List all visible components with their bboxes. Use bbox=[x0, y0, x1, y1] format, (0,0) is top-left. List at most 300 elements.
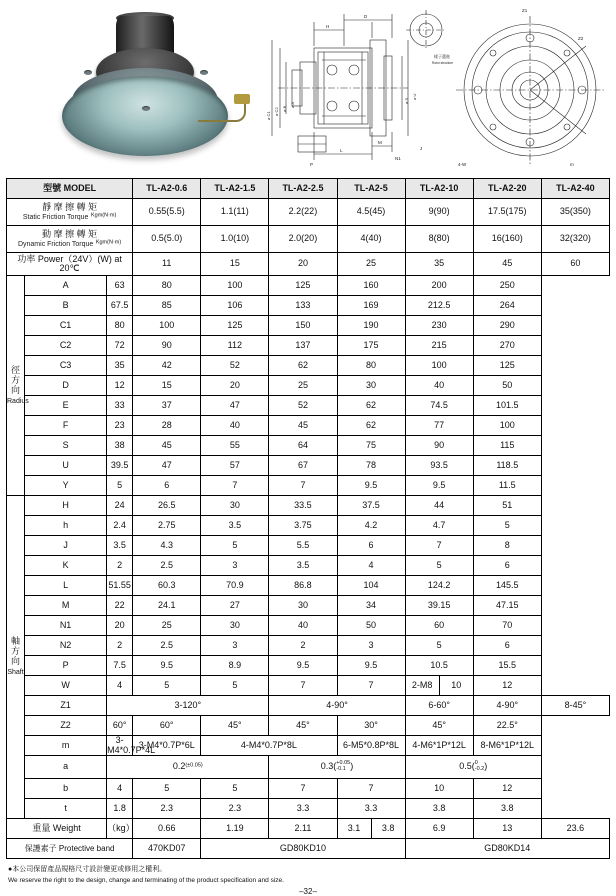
cell: 52 bbox=[201, 356, 269, 376]
header-model-0: TL-A2-0.6 bbox=[133, 179, 201, 199]
cell: 2.75 bbox=[133, 516, 201, 536]
cell: 200 bbox=[405, 276, 473, 296]
cell: 3.8 bbox=[405, 799, 473, 819]
cell: 39.5 bbox=[107, 456, 133, 476]
header-model-1: TL-A2-1.5 bbox=[201, 179, 269, 199]
svg-text:樣子選進: 樣子選進 bbox=[434, 54, 450, 59]
cell: 12 bbox=[473, 779, 541, 799]
dim-label: N2 bbox=[25, 636, 107, 656]
dim-label: b bbox=[25, 779, 107, 799]
cell-weight-4: 3.8 bbox=[381, 822, 395, 833]
cell: 125 bbox=[269, 276, 337, 296]
cell: 62 bbox=[269, 356, 337, 376]
cell: 47.15 bbox=[473, 596, 541, 616]
svg-text:ø C1: ø C1 bbox=[266, 111, 271, 120]
photo-bolt bbox=[200, 70, 208, 75]
static-torque-unit: Kgm(N·m) bbox=[90, 212, 117, 219]
cell: 5 bbox=[201, 536, 269, 556]
cell: 6.9 bbox=[405, 819, 473, 839]
row-label-power: 功率 Power（24V）(W) at 20℃ bbox=[7, 253, 133, 276]
cell: 37 bbox=[133, 396, 201, 416]
cell: 150 bbox=[269, 316, 337, 336]
cell: 2.5 bbox=[133, 636, 201, 656]
dim-label: D bbox=[25, 376, 107, 396]
dim-label: W bbox=[25, 676, 107, 696]
cell: 44 bbox=[405, 496, 473, 516]
table-row-dim-C1 bbox=[7, 316, 610, 336]
cell: 20 bbox=[107, 616, 133, 636]
cell: 1.8 bbox=[107, 799, 133, 819]
header-model-6: TL-A2-40 bbox=[541, 179, 609, 199]
cell: 2.0(20) bbox=[269, 226, 337, 253]
cell: 160 bbox=[337, 276, 405, 296]
dim-label: Z2 bbox=[25, 716, 107, 736]
cell: 10.5 bbox=[405, 656, 473, 676]
cell-z2-6: 22.5° bbox=[473, 716, 541, 736]
shaft-en: Shaft bbox=[7, 669, 24, 677]
cell: 45 bbox=[269, 416, 337, 436]
dim-label: h bbox=[25, 516, 107, 536]
svg-text:4-W: 4-W bbox=[458, 162, 467, 167]
cell: 175 bbox=[337, 336, 405, 356]
table-row-dim-t bbox=[7, 799, 610, 819]
cell: 8.9 bbox=[201, 656, 269, 676]
cell: 6 bbox=[337, 536, 405, 556]
cell: 1.1(11) bbox=[201, 199, 269, 226]
cell: 115 bbox=[473, 436, 541, 456]
cell: 125 bbox=[473, 356, 541, 376]
cell: 2.5 bbox=[133, 556, 201, 576]
cell: 38 bbox=[107, 436, 133, 456]
group-label-shaft bbox=[7, 496, 25, 819]
product-photo bbox=[44, 10, 244, 170]
dim-label: C1 bbox=[25, 316, 107, 336]
cell: 104 bbox=[337, 576, 405, 596]
dim-label: L bbox=[25, 576, 107, 596]
dim-label: M bbox=[25, 596, 107, 616]
cell: 4(40) bbox=[337, 226, 405, 253]
cell: 93.5 bbox=[405, 456, 473, 476]
face-view-drawing bbox=[452, 0, 612, 176]
dim-label: A bbox=[25, 276, 107, 296]
cell: 67 bbox=[269, 456, 337, 476]
footer-note-en: We reserve the right to the design, change and terminating of the product specification and size. bbox=[8, 876, 284, 884]
cell-a-0-tol: (±0.05) bbox=[185, 763, 203, 770]
cell: 4.2 bbox=[337, 516, 405, 536]
photo-lead-wire bbox=[198, 102, 246, 122]
cell: 33.5 bbox=[269, 496, 337, 516]
cell: 16(160) bbox=[473, 226, 541, 253]
cell: 15 bbox=[133, 376, 201, 396]
dim-label: K bbox=[25, 556, 107, 576]
cell: 2 bbox=[269, 636, 337, 656]
table-row-dim-a bbox=[7, 756, 610, 779]
svg-text:H: H bbox=[326, 24, 330, 29]
weight-label: 重量 Weight bbox=[32, 822, 81, 833]
cell: 7.5 bbox=[107, 656, 133, 676]
svg-text:Z1: Z1 bbox=[522, 8, 528, 13]
svg-text:ø A: ø A bbox=[290, 101, 295, 108]
cell: 60.3 bbox=[133, 576, 201, 596]
cell: 50 bbox=[473, 376, 541, 396]
cell-a-1-tol-dn: -0.1 bbox=[336, 766, 346, 772]
cell: 62 bbox=[337, 396, 405, 416]
cell: 33 bbox=[107, 396, 133, 416]
cell-a-1-value: 0.3 bbox=[320, 761, 334, 772]
cell-a-2-value: 0.5 bbox=[459, 761, 472, 772]
cell: 51 bbox=[473, 496, 541, 516]
svg-text:D: D bbox=[364, 14, 368, 19]
cell-protective-0: 470KD07 bbox=[133, 839, 201, 859]
footer bbox=[8, 865, 608, 885]
cell: 9.5 bbox=[269, 656, 337, 676]
cell-m-2: 4-M4*0.7P*8L bbox=[201, 736, 337, 756]
cell: 4 bbox=[337, 556, 405, 576]
photo-bolt bbox=[84, 70, 92, 75]
table-row-dim-C3 bbox=[7, 356, 610, 376]
cell: 50 bbox=[337, 616, 405, 636]
cell: 250 bbox=[473, 276, 541, 296]
cell: 42 bbox=[133, 356, 201, 376]
cell: 169 bbox=[337, 296, 405, 316]
table-row-dim-D bbox=[7, 376, 610, 396]
cell: 4.7 bbox=[405, 516, 473, 536]
cell: 51.55 bbox=[107, 576, 133, 596]
cell: 3.5 bbox=[201, 516, 269, 536]
specification-table bbox=[6, 178, 610, 859]
cell-z1-3: 4-90° bbox=[473, 696, 541, 716]
cell: 30 bbox=[201, 496, 269, 516]
dim-label: Y bbox=[25, 476, 107, 496]
cell: 34 bbox=[337, 596, 405, 616]
cell-a-2-tol-up: 0 bbox=[474, 760, 478, 767]
cell: 7 bbox=[269, 476, 337, 496]
cell: 5 bbox=[107, 476, 133, 496]
table-row-dim-U bbox=[7, 456, 610, 476]
cell: 25 bbox=[133, 616, 201, 636]
cell: 12 bbox=[473, 676, 541, 696]
cell: 5.5 bbox=[269, 536, 337, 556]
cell: 7 bbox=[201, 476, 269, 496]
cell: 70.9 bbox=[201, 576, 269, 596]
photo-connector bbox=[234, 94, 250, 104]
cell: 3 bbox=[201, 636, 269, 656]
cell: 230 bbox=[405, 316, 473, 336]
cell-protective-2: GD80KD14 bbox=[405, 839, 609, 859]
table-row-static-torque bbox=[7, 199, 610, 226]
cell-m-0: 3-M4*0.7P*4L bbox=[107, 735, 156, 755]
cell: 2.3 bbox=[133, 799, 201, 819]
cell-z2-4: 30° bbox=[337, 716, 405, 736]
static-torque-cn: 靜 摩 擦 轉 矩 bbox=[42, 201, 98, 212]
protective-band-label: 保護素子 Protective band bbox=[24, 843, 115, 853]
cell: 5 bbox=[201, 676, 269, 696]
cell: 60 bbox=[405, 616, 473, 636]
table-row-dim-C2 bbox=[7, 336, 610, 356]
row-label-protective-band bbox=[7, 839, 133, 859]
table-row-weight bbox=[7, 819, 610, 839]
cell: 47 bbox=[201, 396, 269, 416]
svg-text:Rotor structure: Rotor structure bbox=[432, 61, 454, 65]
cell: 25 bbox=[269, 376, 337, 396]
table-row-dim-N1 bbox=[7, 616, 610, 636]
cell: 35 bbox=[107, 356, 133, 376]
cell: 2.11 bbox=[269, 819, 337, 839]
cell: 60 bbox=[541, 253, 609, 276]
cell: 27 bbox=[201, 596, 269, 616]
cell: 45 bbox=[473, 253, 541, 276]
cell: 52 bbox=[269, 396, 337, 416]
table-row-dim-W bbox=[7, 676, 610, 696]
cell: 55 bbox=[201, 436, 269, 456]
cell: 20 bbox=[269, 253, 337, 276]
cell-weight-split bbox=[337, 819, 405, 839]
cell: 290 bbox=[473, 316, 541, 336]
cell: 63 bbox=[107, 276, 133, 296]
cell: 3.5 bbox=[107, 536, 133, 556]
dim-label: C3 bbox=[25, 356, 107, 376]
cell: 3 bbox=[201, 556, 269, 576]
cell: 15 bbox=[201, 253, 269, 276]
cell: 7 bbox=[405, 536, 473, 556]
table-row-dim-P bbox=[7, 656, 610, 676]
cell: 24.1 bbox=[133, 596, 201, 616]
cell: 3.3 bbox=[269, 799, 337, 819]
cell: 4.3 bbox=[133, 536, 201, 556]
row-label-static-torque bbox=[7, 199, 133, 226]
table-row-dim-H bbox=[7, 496, 610, 516]
cell: 90 bbox=[133, 336, 201, 356]
dim-label: S bbox=[25, 436, 107, 456]
table-row-dim-B bbox=[7, 296, 610, 316]
cell: 80 bbox=[133, 276, 201, 296]
dynamic-torque-cn: 動 摩 擦 轉 矩 bbox=[42, 228, 98, 239]
cell: 4 bbox=[107, 779, 133, 799]
cell: 86.8 bbox=[269, 576, 337, 596]
dim-label: t bbox=[25, 799, 107, 819]
cell-a-2-tol-dn: -0.2 bbox=[474, 766, 485, 772]
table-row-dim-Y bbox=[7, 476, 610, 496]
table-row-dim-N2 bbox=[7, 636, 610, 656]
cell: 125 bbox=[201, 316, 269, 336]
cell: 3.8 bbox=[473, 799, 541, 819]
cell: 26.5 bbox=[133, 496, 201, 516]
cell: 11.5 bbox=[473, 476, 541, 496]
cell: 30 bbox=[269, 596, 337, 616]
cell: 9.5 bbox=[133, 656, 201, 676]
cell: 100 bbox=[473, 416, 541, 436]
cell: 40 bbox=[405, 376, 473, 396]
dim-label: C2 bbox=[25, 336, 107, 356]
group-label-radius bbox=[7, 276, 29, 496]
page-number: –32– bbox=[299, 887, 317, 896]
svg-text:ø B: ø B bbox=[282, 105, 287, 112]
cell: 6 bbox=[473, 636, 541, 656]
cell: 9.5 bbox=[337, 656, 405, 676]
table-row-dim-h bbox=[7, 516, 610, 536]
shaft-cn: 軸方向 bbox=[11, 636, 21, 667]
photo-bolt bbox=[142, 106, 150, 111]
cell-m-3: 6-M5*0.8P*8L bbox=[337, 736, 405, 756]
cell: 20 bbox=[201, 376, 269, 396]
cell: 74.5 bbox=[405, 396, 473, 416]
cell: 22 bbox=[107, 596, 133, 616]
cell: 5 bbox=[133, 779, 201, 799]
svg-text:J: J bbox=[420, 146, 423, 151]
footer-note-cn: ●本公司保留產品規格尺寸設計變更或修用之權利。 bbox=[8, 866, 167, 873]
cell: 11 bbox=[133, 253, 201, 276]
cell: 101.5 bbox=[473, 396, 541, 416]
cell: 24 bbox=[107, 496, 133, 516]
cell: 17.5(175) bbox=[473, 199, 541, 226]
header-model-4: TL-A2-10 bbox=[405, 179, 473, 199]
svg-text:m: m bbox=[570, 162, 574, 167]
cell-a-0 bbox=[107, 756, 269, 779]
cell: 45 bbox=[133, 436, 201, 456]
cell: 8(80) bbox=[405, 226, 473, 253]
cell: 118.5 bbox=[473, 456, 541, 476]
cell-z2-2: 45° bbox=[201, 716, 269, 736]
cell: 6 bbox=[473, 556, 541, 576]
cell: 212.5 bbox=[405, 296, 473, 316]
cell-w-m8 bbox=[405, 676, 473, 696]
cell: 90 bbox=[405, 436, 473, 456]
cell: 5 bbox=[473, 516, 541, 536]
cell-z1-1: 4-90° bbox=[269, 696, 405, 716]
cell: 7 bbox=[269, 676, 337, 696]
table-header-row bbox=[7, 179, 610, 199]
cell: 78 bbox=[337, 456, 405, 476]
cell: 62 bbox=[337, 416, 405, 436]
cell-protective-1: GD80KD10 bbox=[201, 839, 405, 859]
header-model-2: TL-A2-2.5 bbox=[269, 179, 337, 199]
cell: 64 bbox=[269, 436, 337, 456]
cell: 12 bbox=[107, 376, 133, 396]
dim-label: H bbox=[25, 496, 107, 516]
cell: 7 bbox=[337, 779, 405, 799]
cell: 133 bbox=[269, 296, 337, 316]
cell: 30 bbox=[337, 376, 405, 396]
svg-text:N1: N1 bbox=[395, 156, 401, 161]
cell-a-0-value: 0.2 bbox=[172, 761, 186, 772]
cell-a-1-tol-up: +0.05 bbox=[336, 760, 351, 767]
cell-m-1: 3-M4*0.7P*6L bbox=[133, 736, 201, 756]
cell: 7 bbox=[337, 676, 405, 696]
cell: 5 bbox=[405, 556, 473, 576]
cell: 23.6 bbox=[541, 819, 609, 839]
radius-cn: 徑方向 bbox=[11, 364, 21, 395]
cell: 5 bbox=[405, 636, 473, 656]
detail-view-drawing bbox=[404, 6, 456, 66]
cell-z2-3: 45° bbox=[269, 716, 337, 736]
cell: 85 bbox=[133, 296, 201, 316]
weight-unit: （kg） bbox=[107, 819, 133, 839]
dynamic-torque-unit: Kgm(N·m) bbox=[95, 239, 122, 246]
cell: 67.5 bbox=[107, 296, 133, 316]
table-row-dim-m bbox=[7, 736, 610, 756]
dim-label: a bbox=[25, 756, 107, 779]
table-row-dim-K bbox=[7, 556, 610, 576]
cell: 1.0(10) bbox=[201, 226, 269, 253]
cell-z2-0: 60° bbox=[107, 716, 133, 736]
cell: 80 bbox=[107, 316, 133, 336]
cell: 37.5 bbox=[337, 496, 405, 516]
cell: 5 bbox=[201, 779, 269, 799]
dim-label: B bbox=[25, 296, 107, 316]
dim-label: N1 bbox=[25, 616, 107, 636]
cell: 100 bbox=[133, 316, 201, 336]
table-row-dim-E bbox=[7, 396, 610, 416]
dim-label: J bbox=[25, 536, 107, 556]
cell: 137 bbox=[269, 336, 337, 356]
cell: 23 bbox=[107, 416, 133, 436]
cell: 8 bbox=[473, 536, 541, 556]
cell: 2.2(22) bbox=[269, 199, 337, 226]
cell: 6 bbox=[133, 476, 201, 496]
cell: 3.5 bbox=[269, 556, 337, 576]
svg-text:L: L bbox=[340, 148, 343, 153]
dim-label: P bbox=[25, 656, 107, 676]
cell: 215 bbox=[405, 336, 473, 356]
cell: 2 bbox=[107, 556, 133, 576]
cell: 3.3 bbox=[337, 799, 405, 819]
table-row-dim-M bbox=[7, 596, 610, 616]
cell: 13 bbox=[473, 819, 541, 839]
table-row-power bbox=[7, 253, 610, 276]
dim-label: F bbox=[25, 416, 107, 436]
header-model-3: TL-A2-5 bbox=[337, 179, 405, 199]
cell-m-4: 4-M6*1P*12L bbox=[405, 736, 473, 756]
cell-z1-4: 8-45° bbox=[541, 696, 609, 716]
cell: 100 bbox=[201, 276, 269, 296]
cell: 264 bbox=[473, 296, 541, 316]
table-row-dim-S bbox=[7, 436, 610, 456]
cell: 35 bbox=[405, 253, 473, 276]
cell: 77 bbox=[405, 416, 473, 436]
cell: 0.66 bbox=[133, 819, 201, 839]
cell: 3 bbox=[337, 636, 405, 656]
cell: 190 bbox=[337, 316, 405, 336]
cell: 9.5 bbox=[337, 476, 405, 496]
cell: 2.4 bbox=[107, 516, 133, 536]
dim-label: U bbox=[25, 456, 107, 476]
svg-text:ø S: ø S bbox=[404, 97, 409, 104]
cell-a-1: 0.3(+0.05 -0.1 ) bbox=[269, 756, 405, 779]
dim-label: E bbox=[25, 396, 107, 416]
cell: 28 bbox=[133, 416, 201, 436]
header-model-5: TL-A2-20 bbox=[473, 179, 541, 199]
cell: 15.5 bbox=[473, 656, 541, 676]
cell-m-5: 8-M6*1P*12L bbox=[473, 736, 541, 756]
cell: 2.3 bbox=[201, 799, 269, 819]
cell-weight-3: 3.1 bbox=[338, 819, 372, 838]
dynamic-torque-en: Dynamic Friction Torque bbox=[17, 241, 94, 248]
cell: 40 bbox=[201, 416, 269, 436]
table-row-dim-Z1 bbox=[7, 696, 610, 716]
cell-z1-0: 3-120° bbox=[107, 696, 269, 716]
table-row-dim-L bbox=[7, 576, 610, 596]
cell: 9.5 bbox=[405, 476, 473, 496]
static-torque-en: Static Friction Torque bbox=[22, 214, 89, 221]
cell: 25 bbox=[337, 253, 405, 276]
svg-text:ø C2: ø C2 bbox=[274, 107, 279, 116]
header-model-label: 型號 MODEL bbox=[7, 179, 133, 199]
cell: 1.19 bbox=[201, 819, 269, 839]
cell: 0.5(5.0) bbox=[133, 226, 201, 253]
figures-area bbox=[0, 0, 616, 178]
table-row-dim-Z2 bbox=[7, 716, 610, 736]
cell: 100 bbox=[405, 356, 473, 376]
